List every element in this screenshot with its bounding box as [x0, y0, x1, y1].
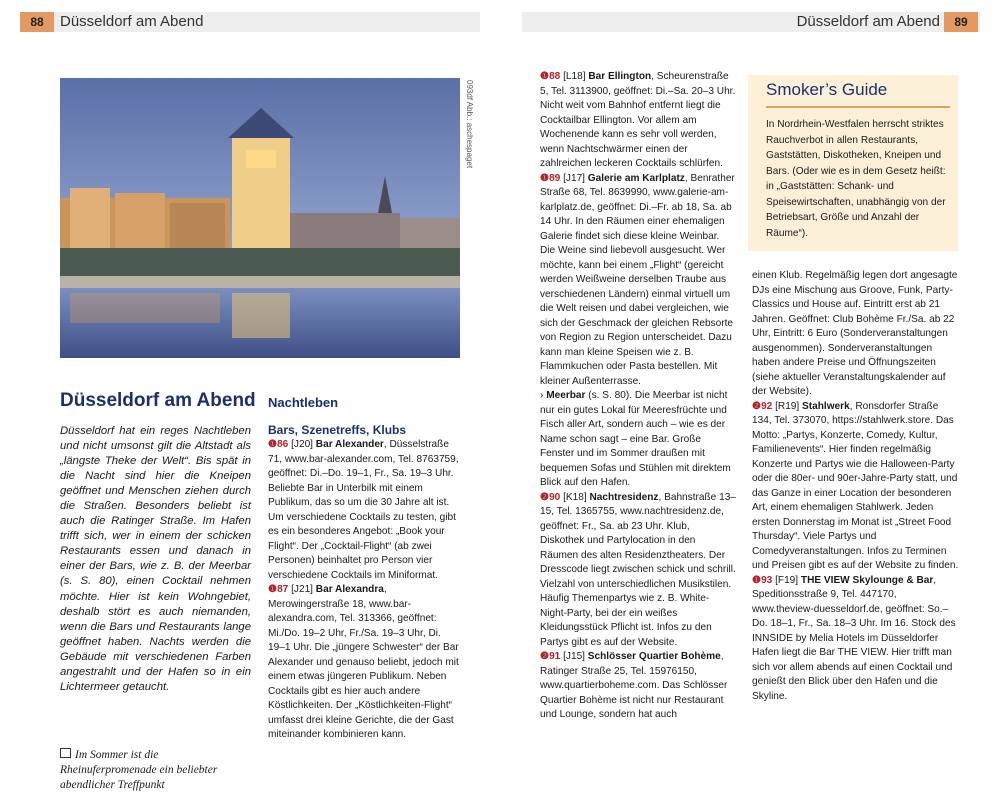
listing-entry: ❶86 [J20] Bar Alexander, Düsselstraße 71, www.bar-alexander.com, Tel. 8763759, geöffnet: Di.–Do. 19–1, Fr., Sa. 19–3 Uhr. Beliebte Bar in Unterbilk mit einem Publikum, das so um die 30 Jahre alt ist. Um verschiedene Cocktails zu testen, gibt es ein besonderes Angebot: „Book your Flight“. Der „Cocktail-Flight“ (ab zwei Personen) beinhaltet pro Person vier verschiedene Cocktails im Miniformat. [268, 439, 459, 581]
listings-column [540, 70, 736, 723]
box-divider [766, 106, 950, 108]
listing-entry: ❷90 [K18] Nachtresidenz, Bahnstraße 13–15, Tel. 1365755, www.nachtresidenz.de, geöffnet: Fr., Sa. ab 23 Uhr. Klub, Diskothek und Partylocation in den Räumen des alten Residenztheaters. Der Dresscode liegt zwischen schick und schrill. Vielzahl von unterschiedlichen Musikstilen. Häufig Themenpartys wie z. B. White-Night-Party, bei der ein weißes Kleidungsstück Pflicht ist. Infos zu den Partys gibt es auf der Website. [540, 491, 736, 648]
listing-entry: › Meerbar (s. S. 80). Die Meerbar ist nicht nur ein gutes Lokal für Meeresfrüchte und Fisch aller Art, sondern auch – wie es der Name schon sagt – eine Bar. Große Fenster und im Sommer draußen mit bequemen Sofas und Stühlen mit direktem Blick auf den Hafen. [540, 390, 731, 488]
left-page-number: 88 [20, 12, 54, 32]
right-running-title: Düsseldorf am Abend [796, 13, 940, 30]
camera-icon [60, 748, 71, 758]
intro-paragraph: Düsseldorf hat ein reges Nachtleben und nicht umsonst gilt die Altstadt als „längste Theke der Welt“. Bis spät in die Nacht sind hier die Kneipen geöffnet und Menschen ziehen durch die Straßen. Besonders beliebt ist auch die Ratinger Straße. Im Hafen trifft sich, wer in einem der schicken Restaurants essen und danach in einer der Bars, wie z. B. der Meerbar (s. S. 80), einen Cocktail nehmen möchte. Hier ist kein Wohngebiet, deshalb stört es auch niemanden, wenn die Bars und Restaurants lange geöffnet haben. Nachts werden die Gebäude mit verschiedenen Farben angestrahlt und der Hafen so in ein Lichtermeer getaucht. [60, 425, 251, 693]
smokers-guide-title: Smoker’s Guide [766, 80, 888, 99]
left-running-title: Düsseldorf am Abend [60, 13, 204, 30]
photo-caption: Im Sommer ist die Rheinuferpromenade ein beliebter abendlicher Treffpunkt [60, 749, 218, 791]
listing-entry: ❶87 [J21] Bar Alexandra, Merowingerstraße 18, www.bar-alexandra.com, Tel. 313366, geöffnet: Mi./Do. 19–2 Uhr, Fr./Sa. 19–3 Uhr, Di. 19–1 Uhr. Die „jüngere Schwester“ der Bar Alexander und genauso beliebt, jedoch mit einem etwas jüngeren Publikum. Neben Cocktails gibt es hier auch andere Köstlichkeiten. Der „Köstlichkeiten-Flight“ umfasst drei kleine Gerichte, die der Gast miteinander kombinieren kann. [268, 584, 459, 740]
rhine-promenade-photo [60, 78, 460, 358]
smokers-guide-text: In Nordrhein-Westfalen herrscht striktes Rauchverbot in allen Restaurants, Gaststätten, Diskotheken, Kneipen und Bars. (Oder wie es in dem Gesetz heißt: in „Gaststätten: Schank- und Speisewirtschaften, unabhängig von der Betriebsart, Größe und Anzahl der Räume“). [766, 119, 946, 239]
listing-entry: ❷91 [J15] Schlösser Quartier Bohème, Ratinger Straße 25, Tel. 15976150, www.quartierboheme.com. Das Schlösser Quartier Bohème ist nicht nur Restaurant und Lounge, sondern hat auch [540, 651, 728, 720]
right-page-number: 89 [944, 12, 978, 32]
listing-entry: ❷92 [R19] Stahlwerk, Ronsdorfer Straße 134, Tel. 373070, https://stahlwerk.store. Das Motto: „Partys, Konzerte, Comedy, Kultur, Familienevents“. Hier finden regelmäßig Konzerte und Partys wie die Halloween-Party oder die 80er- und 90er-Jahre-Party statt, und das Ganze in einer Location der besonderen Art, einem ehemaligen Stahlwerk. Jeden ersten Donnerstag im Monat ist „Street Food Thursday“. Viele Partys und Comedyveranstaltungen. Infos zu Terminen und Preisen gibt es auf der Website zu finden. [752, 400, 959, 571]
section-title: Nachtleben [268, 395, 339, 410]
nightlife-column [268, 394, 460, 743]
listings-column-right [752, 269, 960, 704]
page-heading: Düsseldorf am Abend [60, 390, 256, 411]
listing-entry: ❶88 [L18] Bar Ellington, Scheurenstraße 5, Tel. 3113900, geöffnet: Di.–Sa. 20–3 Uhr. Nicht weit vom Bahnhof entfernt liegt die Cocktailbar Ellington. Vor allem am Wochenende kann es sehr voll werden, wenn Nachtschwärmer einen der zahlreichen leckeren Cocktails schlürfen. [540, 71, 736, 169]
listing-entry: ❶93 [F19] THE VIEW Skylounge & Bar, Speditionsstraße 9, Tel. 447170, www.theview-duesseldorf.de, geöffnet: So.–Do. 18–1, Fr., Sa. 18–3 Uhr. Im 16. Stock des INNSIDE by Melia Hotels im Düsseldorfer Hafen liegt die Bar THE VIEW. Hier trifft man sich vor allem abends auf einen Cocktail und genießt den Blick über den Hafen und die Skyline. [752, 574, 956, 702]
listing-entry: ❶89 [J17] Galerie am Karlplatz, Benrather Straße 68, Tel. 8639990, www.galerie-am-karlplatz.de, geöffnet: Di.–Fr. ab 18, Sa. ab 14 Uhr. In den Räumen einer ehemaligen Galerie findet sich diese kleine Weinbar. Die Weine sind liebevoll ausgesucht. Wer möchte, kann bei einem „Flight“ (gereicht werden Weißweine derselben Traube aus verschiedenen Ländern) einmal virtuell um die Welt reisen und dabei vergleichen, wie sich der Geschmack der gleichen Rebsorte von Region zu Region unterscheidet. Dazu kann man kleine Speisen wie z. B. Flammkuchen oder Pasta bestellen. Mit kleiner Außenterrasse. [540, 172, 735, 387]
subsection-title: Bars, Szenetreffs, Klubs [268, 423, 407, 437]
photo-credit: 093df Abb.: aschespaget [465, 80, 474, 169]
continued-text: einen Klub. Regelmäßig legen dort angesagte DJs eine Mischung aus Groove, Funk, Party-Classics und House auf. Eintritt erst ab 21 Jahren. Geöffnet: Club Bohème Fr./Sa. ab 22 Uhr, Eintritt: 6 Euro (Sonderveranstaltungen ausgenommen). Sonderveranstaltungen haben andere Preise und Öffnungszeiten (siehe aktueller Veranstaltungskalender auf der Website). [752, 270, 958, 397]
